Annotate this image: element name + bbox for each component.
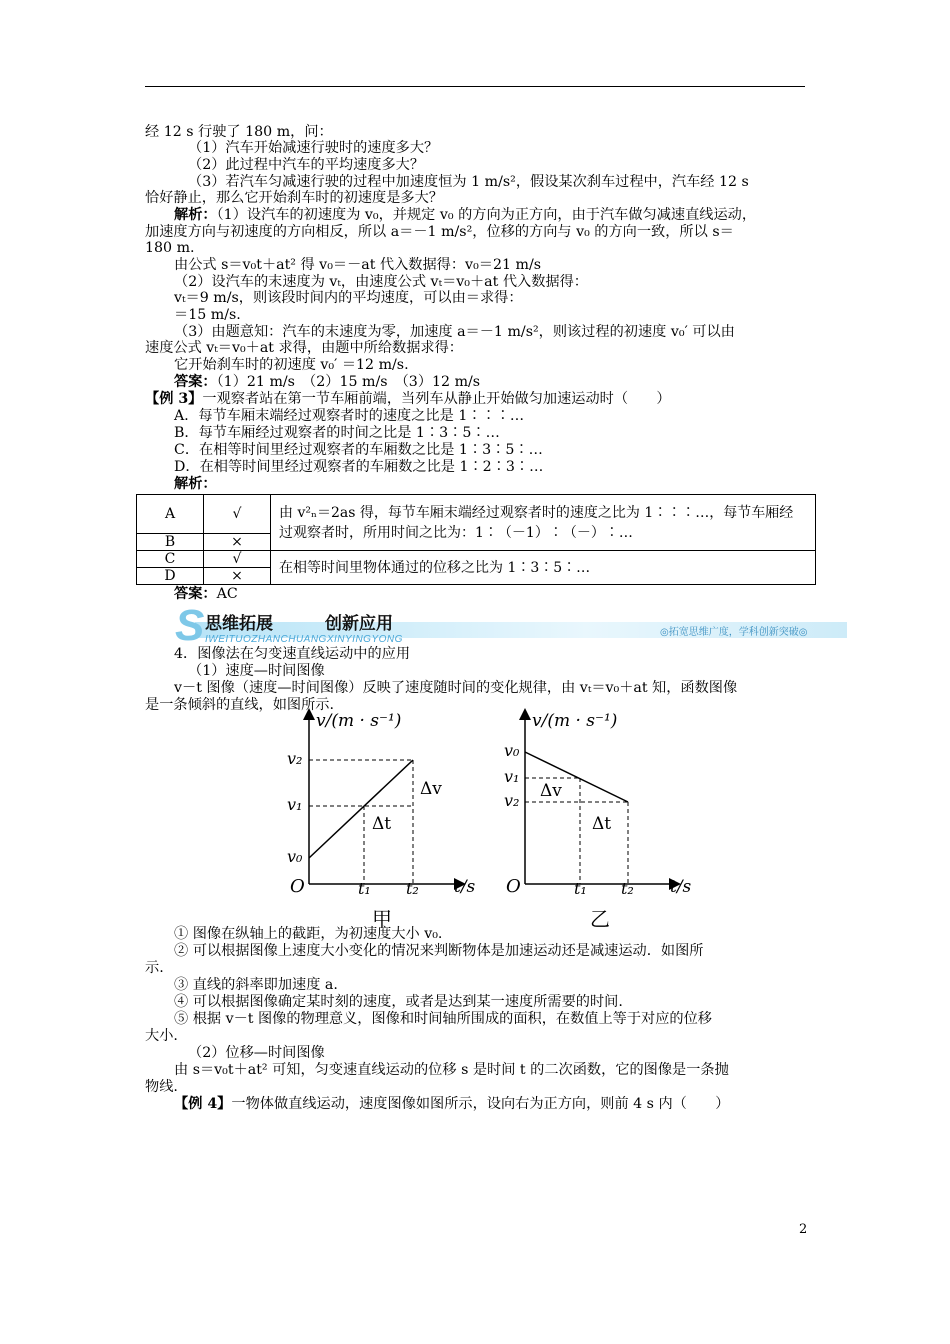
text-line: 180 m. bbox=[145, 240, 195, 256]
example-3 bbox=[145, 391, 671, 407]
text-line: 加速度方向与初速度的方向相反，所以 a＝－1 m/s²，位移的方向与 v₀ 的方向一致，所以 s＝ bbox=[145, 224, 734, 240]
mark-cell: √ bbox=[204, 551, 271, 568]
text-line: 由 s＝v₀t＋at² 可知，匀变速直线运动的位移 s 是时间 t 的二次函数，它的图像是一条抛 bbox=[174, 1062, 729, 1078]
x-axis-label: t/s bbox=[454, 877, 476, 897]
option-b: B．每节车厢经过观察者的时间之比是 1∶3∶5∶… bbox=[174, 425, 500, 441]
section-title: 4．图像法在匀变速直线运动中的应用 bbox=[174, 646, 411, 662]
origin-label: O bbox=[506, 876, 521, 897]
explain-cell: 由 v²ₙ＝2as 得，每节车厢末端经过观察者时的速度之比为 1∶∶∶…，每节车厢经过观察者时，所用时间之比为：1∶（－1）∶（－）∶… bbox=[271, 495, 816, 551]
mark-cell: × bbox=[204, 534, 271, 551]
point-3: ③ 直线的斜率即加速度 a. bbox=[174, 977, 338, 993]
question-3: （3）若汽车匀减速行驶的过程中加速度恒为 1 m/s²，假设某次刹车过程中，汽车经 12 s bbox=[188, 174, 749, 190]
example-4-text: 一物体做直线运动，速度图像如图所示，设向右为正方向，则前 4 s 内（ ） bbox=[231, 1096, 730, 1112]
solution-text: （1）设汽车的初速度为 v₀，并规定 v₀ 的方向为正方向，由于汽车做匀减速直线运动， bbox=[216, 207, 757, 223]
graph-jia bbox=[287, 711, 476, 930]
option-cell: A bbox=[137, 495, 204, 534]
t2-label: t₂ bbox=[621, 879, 634, 898]
v0-label: v₀ bbox=[504, 741, 520, 760]
t1-label: t₁ bbox=[574, 879, 587, 898]
section-banner bbox=[175, 601, 847, 650]
graph-yi bbox=[504, 711, 692, 930]
answer-line bbox=[174, 374, 480, 390]
banner-slogan: ◎拓宽思维广度，学科创新突破◎ bbox=[660, 627, 808, 638]
option-cell: B bbox=[137, 534, 204, 551]
banner-letter: S bbox=[175, 601, 205, 650]
explain-cell: 在相等时间里物体通过的位移之比为 1∶3∶5∶… bbox=[271, 551, 816, 585]
header-rule bbox=[145, 86, 805, 87]
text-line: 它开始刹车时的初速度 v₀′ ＝12 m/s. bbox=[174, 357, 409, 373]
mark-cell: × bbox=[204, 568, 271, 585]
option-cell: D bbox=[137, 568, 204, 585]
v1-label: v₁ bbox=[287, 795, 303, 814]
example-4 bbox=[174, 1096, 729, 1112]
text-line: 大小. bbox=[145, 1028, 178, 1044]
option-a: A．每节车厢末端经过观察者时的速度之比是 1∶∶∶… bbox=[174, 408, 525, 424]
answer-line-2 bbox=[174, 586, 238, 602]
text-line: （3）由题意知：汽车的末速度为零，加速度 a＝－1 m/s²，则该过程的初速度 v₀′ 可以由 bbox=[174, 324, 735, 340]
y-axis-label: v/(m · s⁻¹) bbox=[316, 711, 402, 731]
text-line: 经 12 s 行驶了 180 m，问： bbox=[145, 124, 333, 140]
mark-cell: √ bbox=[204, 495, 271, 534]
point-5: ⑤ 根据 v－t 图像的物理意义，图像和时间轴所围成的面积，在数值上等于对应的位移 bbox=[174, 1011, 712, 1027]
page-number: 2 bbox=[799, 1222, 808, 1237]
text-line: 是一条倾斜的直线，如图所示. bbox=[145, 697, 334, 713]
point-4: ④ 可以根据图像确定某时刻的速度，或者是达到某一速度所需要的时间. bbox=[174, 994, 623, 1010]
origin-label: O bbox=[290, 876, 305, 897]
text-line: 恰好静止，那么它开始刹车时的初速度是多大？ bbox=[145, 190, 443, 206]
question-1: （1）汽车开始减速行驶时的速度多大？ bbox=[188, 140, 439, 156]
example-4-label: 【例 4】 bbox=[174, 1096, 232, 1112]
answer-label: 答案： bbox=[174, 374, 217, 390]
example-3-text: 一观察者站在第一节车厢前端，当列车从静止开始做匀加速运动时（ ） bbox=[202, 391, 671, 407]
v2-label: v₂ bbox=[287, 749, 303, 768]
banner-pinyin: IWEITUOZHANCHUANGXINYINGYONG bbox=[205, 634, 403, 645]
jiexi-label: 解析： bbox=[174, 207, 217, 223]
table-row bbox=[137, 551, 816, 568]
solution-line bbox=[174, 207, 756, 223]
text-line: 速度公式 vₜ＝v₀＋at 求得，由题中所给数据求得： bbox=[145, 340, 463, 356]
text-line: v－t 图像（速度—时间图像）反映了速度随时间的变化规律，由 vₜ＝v₀＋at 知，函数图像 bbox=[174, 680, 738, 696]
point-2: ② 可以根据图像上速度大小变化的情况来判断物体是加速运动还是减速运动．如图所 bbox=[174, 943, 704, 959]
delta-v-label: Δv bbox=[420, 779, 442, 799]
example-3-label: 【例 3】 bbox=[145, 391, 203, 407]
subsection-title: （2）位移—时间图像 bbox=[188, 1045, 325, 1061]
text-line: （2）设汽车的末速度为 vₜ，由速度公式 vₜ＝v₀＋at 代入数据得： bbox=[174, 274, 588, 290]
vt-graphs-figure bbox=[270, 708, 710, 930]
t2-label: t₂ bbox=[406, 879, 419, 898]
text-line: ＝15 m/s. bbox=[174, 307, 241, 323]
delta-t-label: Δt bbox=[592, 814, 612, 834]
t1-label: t₁ bbox=[358, 879, 371, 898]
subsection-title: （1）速度—时间图像 bbox=[188, 663, 325, 679]
v2-label: v₂ bbox=[504, 791, 520, 810]
delta-t-label: Δt bbox=[372, 814, 392, 834]
text-line: 示. bbox=[145, 960, 164, 976]
option-cell: C bbox=[137, 551, 204, 568]
delta-v-label: Δv bbox=[540, 781, 562, 801]
answer-text: （1）21 m/s （2）15 m/s （3）12 m/s bbox=[216, 374, 481, 390]
v1-label: v₁ bbox=[504, 767, 520, 786]
y-axis-label: v/(m · s⁻¹) bbox=[532, 711, 618, 731]
banner-title-1: 思维拓展 bbox=[205, 614, 273, 634]
analysis-table bbox=[136, 494, 816, 585]
text-line: 由公式 s＝v₀t＋at² 得 v₀＝－at 代入数据得：v₀＝21 m/s bbox=[174, 257, 542, 273]
caption-yi: 乙 bbox=[590, 907, 610, 930]
x-axis-label: t/s bbox=[670, 877, 692, 897]
option-c: C．在相等时间里经过观察者的车厢数之比是 1∶3∶5∶… bbox=[174, 442, 543, 458]
question-2: （2）此过程中汽车的平均速度多大？ bbox=[188, 157, 425, 173]
vt-line bbox=[309, 760, 413, 858]
jiexi-label: 解析： bbox=[174, 476, 217, 492]
answer-label: 答案： bbox=[174, 586, 217, 602]
answer-text: AC bbox=[216, 586, 238, 602]
option-d: D．在相等时间里经过观察者的车厢数之比是 1∶2∶3∶… bbox=[174, 459, 544, 475]
caption-jia: 甲 bbox=[372, 907, 392, 930]
point-1: ① 图像在纵轴上的截距，为初速度大小 v₀. bbox=[174, 926, 443, 942]
banner-title-2: 创新应用 bbox=[325, 614, 393, 634]
text-line: vₜ＝9 m/s，则该段时间内的平均速度，可以由＝求得： bbox=[174, 290, 523, 306]
text-line: 物线. bbox=[145, 1079, 178, 1095]
v0-label: v₀ bbox=[287, 847, 303, 866]
